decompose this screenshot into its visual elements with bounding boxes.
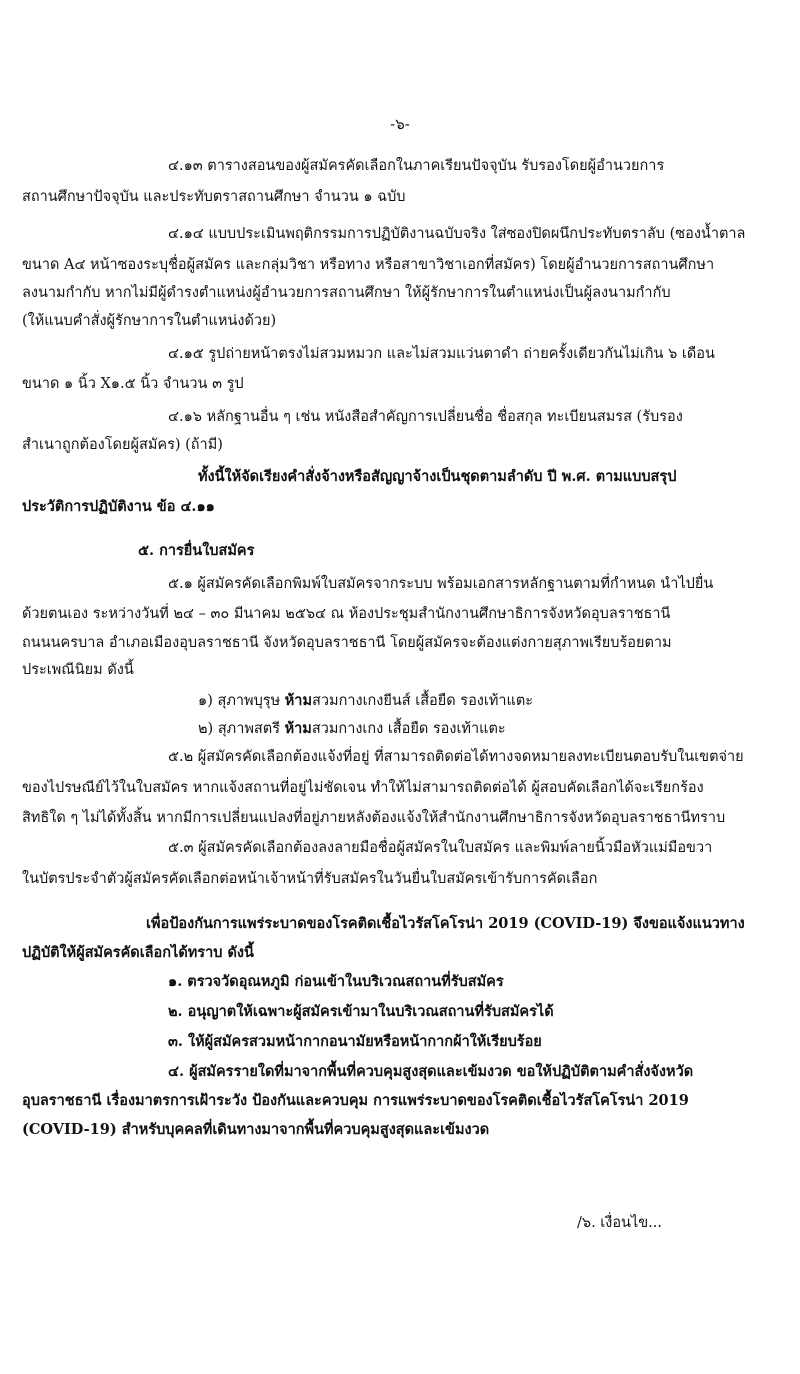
dress-code-female-prohibited: ห้าม: [284, 720, 312, 737]
item-5-1-line-3: ถนนนครบาล อำเภอเมืองอุบลราชธานี จังหวัดอุบลราชธานี โดยผู้สมัครจะต้องแต่งกายสุภาพเรียบร้อยตาม: [22, 635, 672, 651]
dress-code-female: [198, 719, 506, 739]
item-4-16-line-1: ๔.๑๖ หลักฐานอื่น ๆ เช่น หนังสือสำคัญการเปลี่ยนชื่อ ชื่อสกุล ทะเบียนสมรส (รับรอง: [168, 409, 683, 425]
item-5-1-line-2: ด้วยตนเอง ระหว่างวันที่ ๒๔ – ๓๐ มีนาคม ๒๕๖๔ ณ ห้องประชุมสำนักงานศึกษาธิการจังหวัดอุบลราชธานี: [22, 606, 671, 622]
item-5-3-line-2: ในบัตรประจำตัวผู้สมัครคัดเลือกต่อหน้าเจ้าหน้าที่รับสมัครในวันยื่นใบสมัครเข้ารับการคัดเลือก: [22, 871, 598, 887]
covid-item-4-line-1: ๔. ผู้สมัครรายใดที่มาจากพื้นที่ควบคุมสูงสุดและเข้มงวด ขอให้ปฏิบัติตามคำสั่งจังหวัด: [168, 1063, 694, 1080]
dress-code-male: [198, 691, 533, 711]
dress-code-male-prefix: ๑) สุภาพบุรุษ: [198, 693, 285, 709]
page-number: -๖-: [390, 115, 410, 133]
dress-code-male-prohibited: ห้าม: [284, 692, 313, 709]
item-5-1-line-4: ประเพณีนิยม ดังนี้: [22, 662, 134, 678]
item-5-2-line-2: ของไปรษณีย์ไว้ในใบสมัคร หากแจ้งสถานที่อยู่ไม่ชัดเจน ทำให้ไม่สามารถติดต่อได้ ผู้สอบคัดเลือกได้จะเรียกร้อง: [22, 780, 704, 796]
continuation-marker: /๖. เงื่อนไข...: [577, 1215, 662, 1231]
covid-item-1: ๑. ตรวจวัดอุณหภูมิ ก่อนเข้าในบริเวณสถานที่รับสมัคร: [168, 973, 504, 990]
item-5-2-line-3: สิทธิใด ๆ ไม่ได้ทั้งสิ้น หากมีการเปลี่ยนแปลงที่อยู่ภายหลังต้องแจ้งให้สำนักงานศึกษาธิการจังหวัดอุบลราชธานีทราบ: [22, 810, 726, 826]
covid-item-4-line-2: อุบลราชธานี เรื่องมาตรการเฝ้าระวัง ป้องกันและควบคุม การแพร่ระบาดของโรคติดเชื้อไวรัสโคโรน่า 2019: [22, 1092, 689, 1109]
item-4-14-line-3: ลงนามกำกับ หากไม่มีผู้ดำรงตำแหน่งผู้อำนวยการสถานศึกษา ให้ผู้รักษาการในตำแหน่งเป็นผู้ลงนามกำกับ: [22, 285, 671, 301]
covid-item-2: ๒. อนุญาตให้เฉพาะผู้สมัครเข้ามาในบริเวณสถานที่รับสมัครได้: [168, 1003, 554, 1020]
item-4-16-line-2: สำเนาถูกต้องโดยผู้สมัคร) (ถ้ามี): [22, 437, 223, 453]
covid-item-3: ๓. ให้ผู้สมัครสวมหน้ากากอนามัยหรือหน้ากากผ้าให้เรียบร้อย: [168, 1033, 542, 1050]
item-4-13-line-2: สถานศึกษาปัจจุบัน และประทับตราสถานศึกษา จำนวน ๑ ฉบับ: [22, 189, 406, 205]
item-4-14-line-1: ๔.๑๔ แบบประเมินพฤติกรรมการปฏิบัติงานฉบับจริง ใส่ซองปิดผนึกประทับตราลับ (ซองน้ำตาล: [168, 226, 746, 242]
item-4-14-line-2: ขนาด A๔ หน้าซองระบุชื่อผู้สมัคร และกลุ่มวิชา หรือทาง หรือสาขาวิชาเอกที่สมัคร) โดยผู้อำนวยการสถานศึกษา: [22, 257, 715, 273]
item-5-3-line-1: ๕.๓ ผู้สมัครคัดเลือกต้องลงลายมือชื่อผู้สมัครในใบสมัคร และพิมพ์ลายนิ้วมือหัวแม่มือขวา: [168, 840, 713, 856]
item-5-1-line-1: ๕.๑ ผู้สมัครคัดเลือกพิมพ์ใบสมัครจากระบบ พร้อมเอกสารหลักฐานตามที่กำหนด นำไปยื่น: [168, 576, 714, 592]
item-4-13-line-1: ๔.๑๓ ตารางสอนของผู้สมัครคัดเลือกในภาคเรียนปัจจุบัน รับรองโดยผู้อำนวยการ: [168, 158, 665, 174]
dress-code-male-rest: สวมกางเกงยีนส์ เสื้อยืด รองเท้าแตะ: [312, 693, 534, 709]
covid-notice-line-2: ปฏิบัติให้ผู้สมัครคัดเลือกได้ทราบ ดังนี้: [22, 944, 254, 961]
dress-code-female-prefix: ๒) สุภาพสตรี: [198, 721, 285, 737]
item-4-14-line-4: (ให้แนบคำสั่งผู้รักษาการในตำแหน่งด้วย): [22, 313, 277, 329]
document-order-note-line-2: ประวัติการปฏิบัติงาน ข้อ ๔.๑๑: [22, 498, 215, 515]
item-4-15-line-1: ๔.๑๕ รูปถ่ายหน้าตรงไม่สวมหมวก และไม่สวมแว่นตาดำ ถ่ายครั้งเดียวกันไม่เกิน ๖ เดือน: [168, 346, 715, 362]
covid-item-4-line-3: (COVID-19) สำหรับบุคคลที่เดินทางมาจากพื้นที่ควบคุมสูงสุดและเข้มงวด: [22, 1121, 490, 1138]
dress-code-female-rest: สวมกางเกง เสื้อยืด รองเท้าแตะ: [311, 721, 506, 737]
covid-notice-line-1: เพื่อป้องกันการแพร่ระบาดของโรคติดเชื้อไวรัสโคโรน่า 2019 (COVID-19) จึงขอแจ้งแนวทาง: [146, 915, 745, 932]
item-5-2-line-1: ๕.๒ ผู้สมัครคัดเลือกต้องแจ้งที่อยู่ ที่สามารถติดต่อได้ทางจดหมายลงทะเบียนตอบรับในเขตจ่าย: [168, 749, 744, 765]
document-order-note-line-1: ทั้งนี้ให้จัดเรียงคำสั่งจ้างหรือสัญญาจ้างเป็นชุดตามลำดับ ปี พ.ศ. ตามแบบสรุป: [198, 468, 677, 485]
item-4-15-line-2: ขนาด ๑ นิ้ว X๑.๕ นิ้ว จำนวน ๓ รูป: [22, 376, 244, 392]
section-5-heading: ๕. การยื่นใบสมัคร: [138, 542, 255, 559]
